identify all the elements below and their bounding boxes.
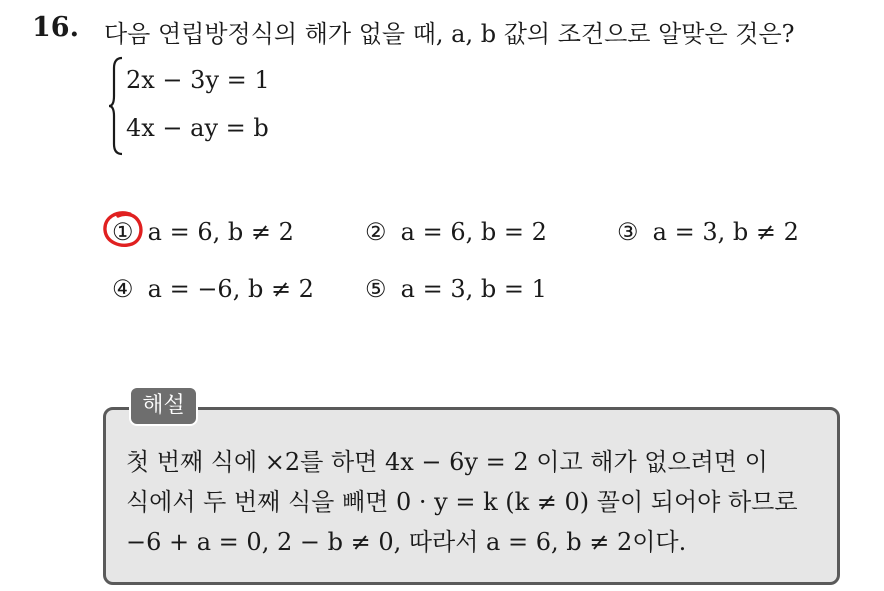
choice-2-text: a = 6, b = 2: [400, 218, 547, 246]
choice-1-text: a = 6, b ≠ 2: [147, 218, 294, 246]
choice-1-mark: ①: [112, 218, 134, 246]
choice-3-text: a = 3, b ≠ 2: [652, 218, 799, 246]
solution-line-1: 첫 번째 식에 ×2를 하면 4x − 6y = 2 이고 해가 없으려면 이: [126, 448, 768, 476]
choice-5[interactable]: [365, 275, 547, 303]
equation-1: 2x − 3y = 1: [126, 66, 270, 94]
choice-3[interactable]: [617, 218, 799, 246]
solution-label: 해설: [129, 386, 198, 426]
choice-4-text: a = −6, b ≠ 2: [147, 275, 314, 303]
left-brace-icon: [108, 56, 124, 156]
choice-5-text: a = 3, b = 1: [400, 275, 547, 303]
choice-4[interactable]: [112, 275, 314, 303]
choice-4-mark: ④: [112, 275, 134, 303]
solution-line-2: 식에서 두 번째 식을 빼면 0 · y = k (k ≠ 0) 꼴이 되어야 하므로: [126, 488, 798, 516]
solution-line-3: −6 + a = 0, 2 − b ≠ 0, 따라서 a = 6, b ≠ 2이다.: [126, 528, 687, 556]
choice-2-mark: ②: [365, 218, 387, 246]
choice-3-mark: ③: [617, 218, 639, 246]
choice-2[interactable]: [365, 218, 547, 246]
question-text: 다음 연립방정식의 해가 없을 때, a, b 값의 조건으로 알맞은 것은?: [104, 20, 795, 48]
equation-system: [108, 56, 368, 156]
equation-2: 4x − ay = b: [126, 114, 269, 142]
choice-1[interactable]: [112, 218, 294, 246]
choice-5-mark: ⑤: [365, 275, 387, 303]
question-number: 16.: [32, 12, 79, 43]
